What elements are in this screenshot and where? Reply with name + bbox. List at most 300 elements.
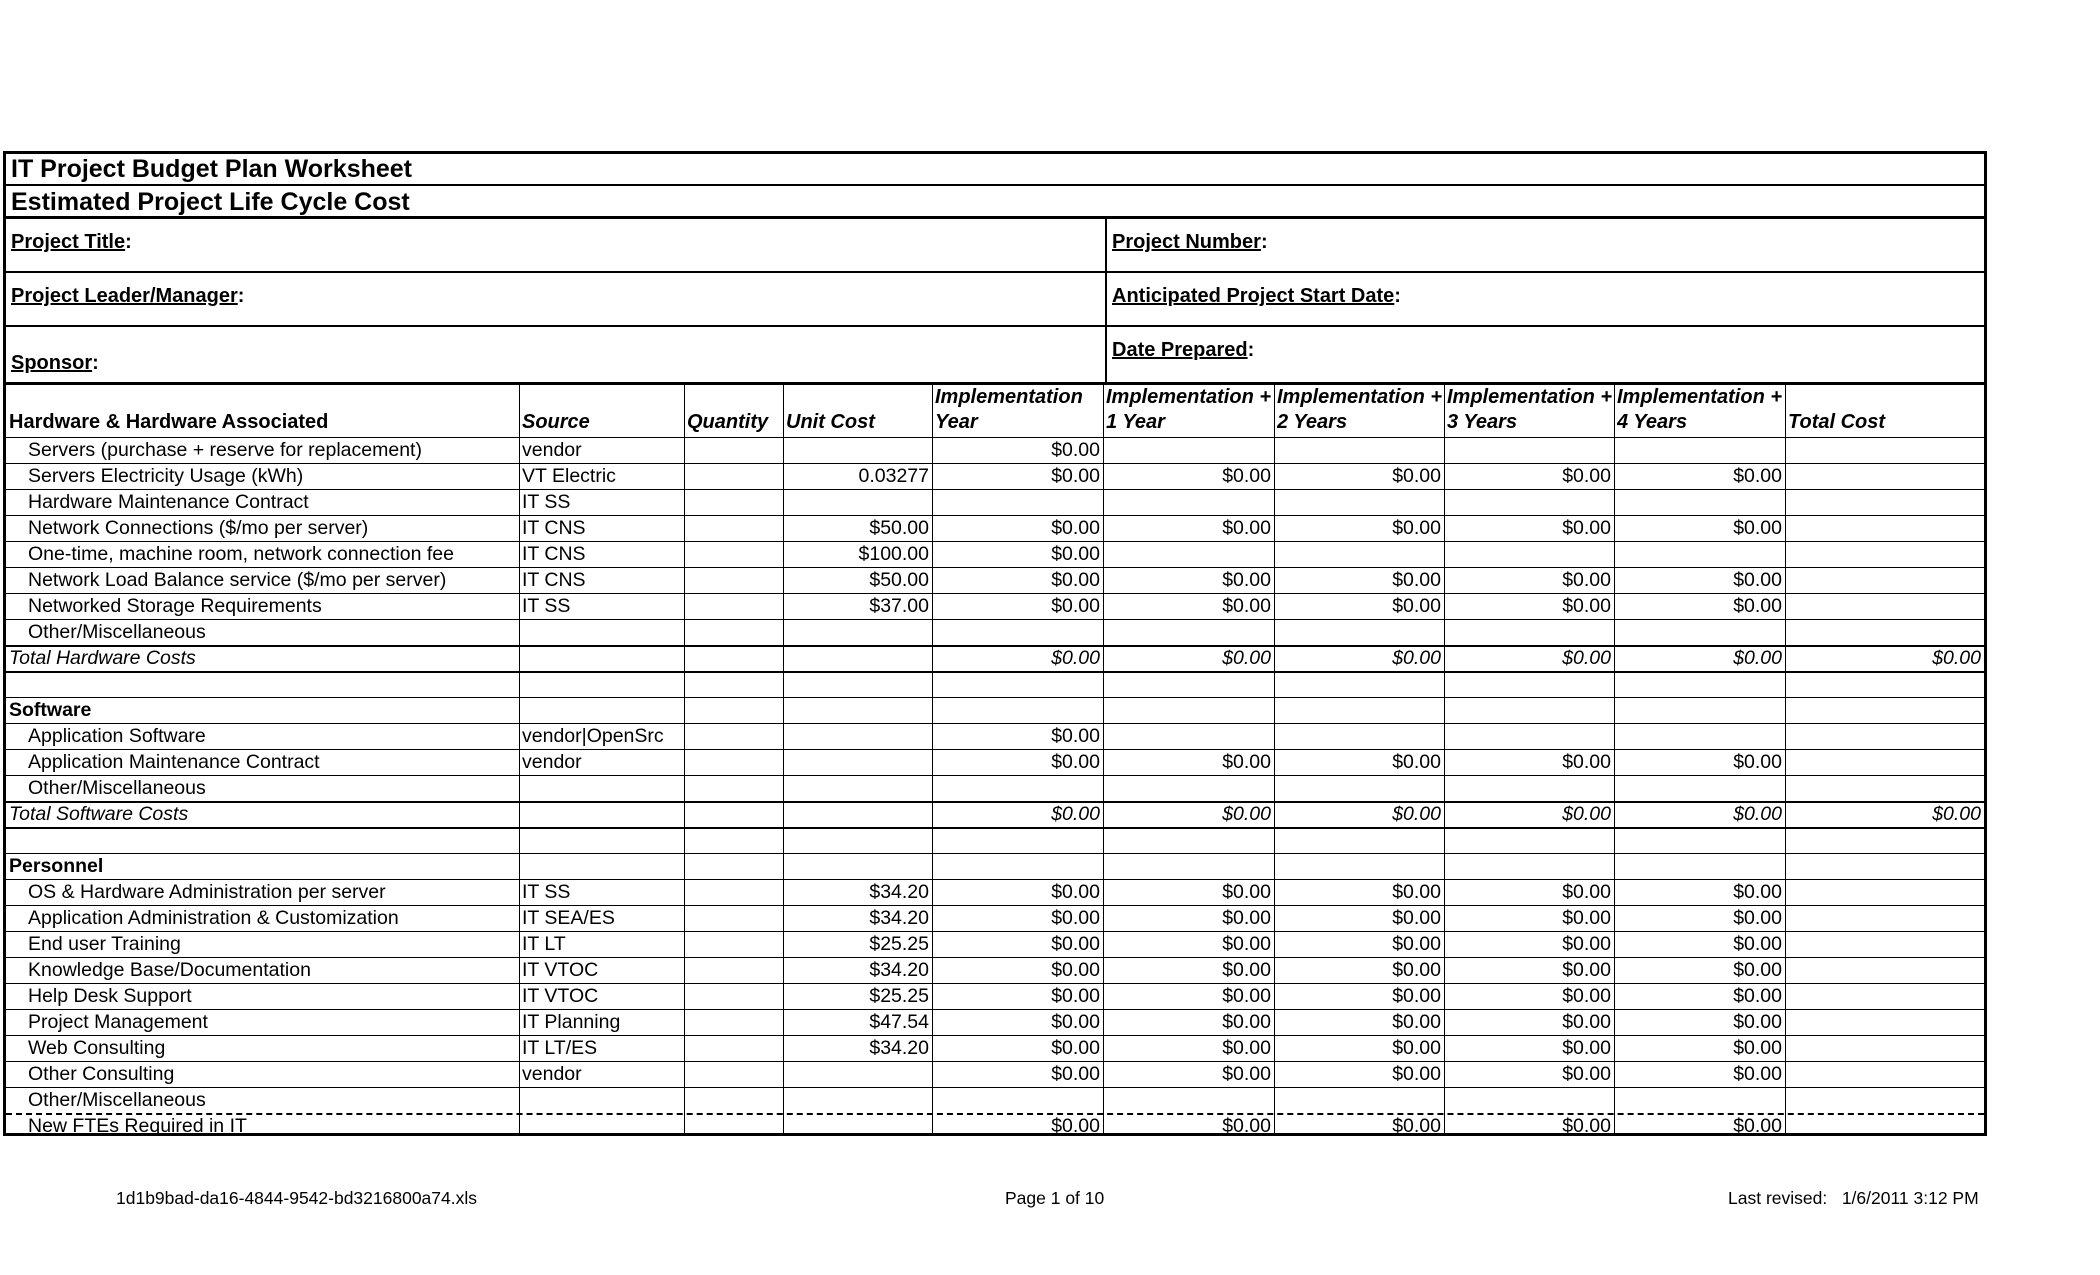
cell-source[interactable]: IT CNS xyxy=(522,569,586,591)
cell-impl-year[interactable]: $0.00 xyxy=(1051,569,1100,591)
cell-quantity[interactable] xyxy=(684,827,783,853)
cell-unit-cost[interactable]: $50.00 xyxy=(869,569,929,591)
cell-impl-y2[interactable] xyxy=(1274,619,1444,645)
cell-impl-y4[interactable]: $0.00 xyxy=(1733,1063,1782,1085)
cell-impl-y4[interactable]: $0.00 xyxy=(1733,1011,1782,1033)
cell-unit-cost[interactable] xyxy=(783,1087,932,1113)
cell-impl-y1[interactable]: $0.00 xyxy=(1222,647,1271,669)
cell-source[interactable]: IT SS xyxy=(522,491,571,513)
cell-impl-y4[interactable]: $0.00 xyxy=(1733,465,1782,487)
cell-unit-cost[interactable]: $100.00 xyxy=(858,543,929,565)
cell-total-cost[interactable] xyxy=(1785,567,1984,593)
cell-total-cost[interactable] xyxy=(1785,983,1984,1009)
cell-quantity[interactable] xyxy=(684,957,783,983)
header-unit-cost: Unit Cost xyxy=(786,411,875,433)
cell-impl-y3[interactable] xyxy=(1444,671,1614,697)
cell-impl-y3[interactable]: $0.00 xyxy=(1562,881,1611,903)
cell-impl-y4[interactable] xyxy=(1614,775,1785,801)
cell-item[interactable]: Other/Miscellaneous xyxy=(28,777,206,799)
cell-impl-y2[interactable]: $0.00 xyxy=(1392,647,1441,669)
cell-quantity[interactable] xyxy=(684,905,783,931)
cell-total-cost[interactable] xyxy=(1785,957,1984,983)
cell-quantity[interactable] xyxy=(684,593,783,619)
cell-impl-y4[interactable]: $0.00 xyxy=(1733,933,1782,955)
project-leader-field[interactable]: Project Leader/Manager: xyxy=(6,273,1107,325)
cell-impl-year[interactable] xyxy=(932,827,1103,853)
cell-unit-cost[interactable]: $34.20 xyxy=(869,907,929,929)
cell-impl-year[interactable]: $0.00 xyxy=(1051,465,1100,487)
cell-quantity[interactable] xyxy=(684,567,783,593)
cell-impl-year[interactable]: $0.00 xyxy=(1051,647,1100,669)
cell-source[interactable]: IT LT/ES xyxy=(522,1037,598,1059)
cell-item[interactable]: Network Connections ($/mo per server) xyxy=(28,517,369,539)
cell-impl-y3[interactable]: $0.00 xyxy=(1562,1115,1611,1137)
header-source: Source xyxy=(522,411,590,433)
cell-unit-cost[interactable]: $34.20 xyxy=(869,959,929,981)
cell-impl-year[interactable]: $0.00 xyxy=(1051,959,1100,981)
cell-impl-y4[interactable] xyxy=(1614,619,1785,645)
cell-impl-y1[interactable]: $0.00 xyxy=(1222,985,1271,1007)
cell-impl-y1[interactable] xyxy=(1103,723,1274,749)
cell-impl-year[interactable]: $0.00 xyxy=(1051,439,1100,461)
cell-impl-year[interactable]: $0.00 xyxy=(1051,1011,1100,1033)
cell-total-cost[interactable]: $0.00 xyxy=(1932,647,1981,669)
cell-unit-cost[interactable] xyxy=(783,437,932,463)
cell-total-cost[interactable] xyxy=(1785,1113,1984,1139)
cell-quantity[interactable] xyxy=(684,645,783,671)
cell-unit-cost[interactable] xyxy=(783,489,932,515)
cell-source[interactable]: vendor|OpenSrc xyxy=(522,725,664,747)
cell-item[interactable]: Knowledge Base/Documentation xyxy=(28,959,311,981)
cell-impl-y3[interactable] xyxy=(1444,489,1614,515)
cell-impl-y2[interactable]: $0.00 xyxy=(1392,751,1441,773)
cell-source[interactable] xyxy=(519,775,684,801)
cell-impl-y3[interactable]: $0.00 xyxy=(1562,1011,1611,1033)
cell-item[interactable] xyxy=(6,827,519,853)
cell-item[interactable]: One-time, machine room, network connection fee xyxy=(28,543,454,565)
cell-item[interactable]: Other/Miscellaneous xyxy=(28,621,206,643)
cell-item[interactable] xyxy=(6,671,519,697)
project-title-label: Project Title xyxy=(11,231,126,253)
cell-source[interactable]: IT SEA/ES xyxy=(522,907,615,929)
cell-impl-y2[interactable] xyxy=(1274,541,1444,567)
cell-impl-y1[interactable]: $0.00 xyxy=(1222,595,1271,617)
cell-source[interactable]: IT CNS xyxy=(522,543,586,565)
cell-impl-y4[interactable]: $0.00 xyxy=(1733,1115,1782,1137)
table-row xyxy=(6,541,1984,567)
cell-impl-y4[interactable] xyxy=(1614,541,1785,567)
cell-total-cost[interactable] xyxy=(1785,749,1984,775)
cell-item[interactable]: Software xyxy=(9,699,92,721)
cell-item[interactable]: Personnel xyxy=(9,855,104,877)
cell-quantity[interactable] xyxy=(684,515,783,541)
cell-item[interactable]: New FTEs Required in IT xyxy=(28,1115,247,1137)
cell-impl-y1[interactable]: $0.00 xyxy=(1222,933,1271,955)
cell-impl-y3[interactable] xyxy=(1444,853,1614,879)
cell-total-cost[interactable] xyxy=(1785,1035,1984,1061)
cell-impl-year[interactable]: $0.00 xyxy=(1051,751,1100,773)
header-impl-year: Implementation Year xyxy=(935,386,1083,433)
cell-impl-y1[interactable] xyxy=(1103,697,1274,723)
cell-source[interactable]: IT CNS xyxy=(522,517,586,539)
cell-unit-cost[interactable] xyxy=(783,671,932,697)
cell-source[interactable]: IT Planning xyxy=(522,1011,621,1033)
cell-impl-year[interactable]: $0.00 xyxy=(1051,1037,1100,1059)
cell-impl-y3[interactable] xyxy=(1444,437,1614,463)
cell-impl-y3[interactable]: $0.00 xyxy=(1562,907,1611,929)
cell-impl-y2[interactable] xyxy=(1274,671,1444,697)
worksheet-subtitle: Estimated Project Life Cycle Cost xyxy=(6,186,1984,219)
cell-total-cost[interactable] xyxy=(1785,463,1984,489)
cell-unit-cost[interactable]: $47.54 xyxy=(869,1011,929,1033)
cell-impl-y3[interactable]: $0.00 xyxy=(1562,465,1611,487)
cell-impl-y2[interactable] xyxy=(1274,853,1444,879)
cell-impl-y4[interactable] xyxy=(1614,1087,1785,1113)
table-row xyxy=(6,593,1984,619)
cell-source[interactable] xyxy=(519,671,684,697)
cell-impl-y3[interactable] xyxy=(1444,1087,1614,1113)
cell-impl-y2[interactable]: $0.00 xyxy=(1392,933,1441,955)
cell-quantity[interactable] xyxy=(684,931,783,957)
cell-impl-year[interactable]: $0.00 xyxy=(1051,803,1100,825)
cell-impl-y2[interactable]: $0.00 xyxy=(1392,907,1441,929)
cell-total-cost[interactable] xyxy=(1785,723,1984,749)
cell-impl-y1[interactable]: $0.00 xyxy=(1222,1063,1271,1085)
cell-item[interactable]: End user Training xyxy=(28,933,181,955)
cell-impl-y4[interactable] xyxy=(1614,671,1785,697)
cell-impl-y2[interactable]: $0.00 xyxy=(1392,1011,1441,1033)
cell-impl-y4[interactable] xyxy=(1614,697,1785,723)
cell-impl-y3[interactable]: $0.00 xyxy=(1562,933,1611,955)
cell-impl-y4[interactable]: $0.00 xyxy=(1733,959,1782,981)
cell-source[interactable]: IT SS xyxy=(522,595,571,617)
cell-quantity[interactable] xyxy=(684,1035,783,1061)
cell-source[interactable] xyxy=(519,697,684,723)
cell-impl-y3[interactable]: $0.00 xyxy=(1562,517,1611,539)
cell-impl-y1[interactable] xyxy=(1103,775,1274,801)
cell-total-cost[interactable] xyxy=(1785,879,1984,905)
cell-total-cost[interactable] xyxy=(1785,775,1984,801)
cell-impl-year[interactable]: $0.00 xyxy=(1051,543,1100,565)
cell-impl-y4[interactable]: $0.00 xyxy=(1733,569,1782,591)
cell-impl-y2[interactable] xyxy=(1274,1087,1444,1113)
cell-quantity[interactable] xyxy=(684,1113,783,1139)
cell-unit-cost[interactable]: 0.03277 xyxy=(858,465,929,487)
cell-impl-year[interactable]: $0.00 xyxy=(1051,1115,1100,1137)
cell-unit-cost[interactable] xyxy=(783,827,932,853)
cell-item[interactable]: Other Consulting xyxy=(28,1063,175,1085)
cell-unit-cost[interactable]: $25.25 xyxy=(869,933,929,955)
cell-quantity[interactable] xyxy=(684,749,783,775)
cell-source[interactable] xyxy=(519,1113,684,1139)
cell-impl-y3[interactable]: $0.00 xyxy=(1562,1037,1611,1059)
cell-item[interactable]: Project Management xyxy=(28,1011,208,1033)
cell-impl-y3[interactable]: $0.00 xyxy=(1562,595,1611,617)
cell-item[interactable]: Servers Electricity Usage (kWh) xyxy=(28,465,304,487)
cell-impl-y2[interactable]: $0.00 xyxy=(1392,595,1441,617)
cell-unit-cost[interactable] xyxy=(783,775,932,801)
cell-impl-y3[interactable] xyxy=(1444,697,1614,723)
cell-impl-y1[interactable]: $0.00 xyxy=(1222,907,1271,929)
cell-impl-y4[interactable] xyxy=(1614,827,1785,853)
cell-impl-y1[interactable] xyxy=(1103,671,1274,697)
cell-source[interactable]: IT SS xyxy=(522,881,571,903)
cell-item[interactable]: Application Administration & Customization xyxy=(28,907,399,929)
cell-item[interactable]: Application Software xyxy=(28,725,206,747)
cell-impl-y2[interactable] xyxy=(1274,775,1444,801)
cell-impl-year[interactable]: $0.00 xyxy=(1051,907,1100,929)
cell-quantity[interactable] xyxy=(684,879,783,905)
cell-unit-cost[interactable]: $50.00 xyxy=(869,517,929,539)
cell-impl-y1[interactable]: $0.00 xyxy=(1222,751,1271,773)
cell-impl-y2[interactable]: $0.00 xyxy=(1392,1115,1441,1137)
cell-impl-y3[interactable]: $0.00 xyxy=(1562,647,1611,669)
cell-unit-cost[interactable] xyxy=(783,645,932,671)
cell-impl-y1[interactable] xyxy=(1103,1087,1274,1113)
cell-impl-y4[interactable] xyxy=(1614,489,1785,515)
cell-source[interactable] xyxy=(519,801,684,827)
cell-impl-y2[interactable] xyxy=(1274,827,1444,853)
cell-impl-y2[interactable]: $0.00 xyxy=(1392,803,1441,825)
cell-impl-y1[interactable]: $0.00 xyxy=(1222,1115,1271,1137)
cell-impl-y1[interactable]: $0.00 xyxy=(1222,517,1271,539)
cell-impl-year[interactable] xyxy=(932,671,1103,697)
cell-impl-y2[interactable]: $0.00 xyxy=(1392,569,1441,591)
table-row xyxy=(6,1035,1984,1061)
cell-item[interactable]: Other/Miscellaneous xyxy=(28,1089,206,1111)
cell-item[interactable]: Networked Storage Requirements xyxy=(28,595,322,617)
sponsor-label: Sponsor xyxy=(11,352,93,374)
project-number-field[interactable]: Project Number: xyxy=(1112,231,1268,253)
cell-impl-y3[interactable] xyxy=(1444,827,1614,853)
cell-quantity[interactable] xyxy=(684,671,783,697)
cell-total-cost[interactable] xyxy=(1785,853,1984,879)
cell-item[interactable]: OS & Hardware Administration per server xyxy=(28,881,386,903)
cell-impl-y3[interactable]: $0.00 xyxy=(1562,569,1611,591)
cell-impl-y2[interactable]: $0.00 xyxy=(1392,985,1441,1007)
info-row-leader xyxy=(6,273,1984,327)
cell-total-cost[interactable] xyxy=(1785,489,1984,515)
cell-total-cost[interactable] xyxy=(1785,671,1984,697)
project-title-field[interactable]: Project Title: xyxy=(6,219,1107,271)
cell-item[interactable]: Network Load Balance service ($/mo per server) xyxy=(28,569,447,591)
cell-source[interactable]: IT VTOC xyxy=(522,959,599,981)
cell-impl-year[interactable] xyxy=(932,619,1103,645)
header-impl-y1: Implementation + 1 Year xyxy=(1106,386,1272,433)
cell-impl-year[interactable] xyxy=(932,489,1103,515)
cell-impl-y4[interactable]: $0.00 xyxy=(1733,647,1782,669)
cell-quantity[interactable] xyxy=(684,463,783,489)
cell-impl-y2[interactable] xyxy=(1274,723,1444,749)
cell-quantity[interactable] xyxy=(684,489,783,515)
cell-impl-y2[interactable]: $0.00 xyxy=(1392,465,1441,487)
cell-total-cost[interactable] xyxy=(1785,541,1984,567)
cell-impl-y4[interactable]: $0.00 xyxy=(1733,595,1782,617)
cell-impl-y1[interactable]: $0.00 xyxy=(1222,1011,1271,1033)
cell-impl-y2[interactable] xyxy=(1274,697,1444,723)
cell-source[interactable]: vendor xyxy=(522,439,582,461)
cell-impl-year[interactable]: $0.00 xyxy=(1051,933,1100,955)
footer-revised xyxy=(1728,1188,1979,1209)
cell-impl-y4[interactable]: $0.00 xyxy=(1733,517,1782,539)
footer-revised-value: 1/6/2011 3:12 PM xyxy=(1841,1188,1979,1208)
cell-impl-y4[interactable] xyxy=(1614,437,1785,463)
cell-quantity[interactable] xyxy=(684,437,783,463)
cell-unit-cost[interactable] xyxy=(783,723,932,749)
table-row xyxy=(6,905,1984,931)
cell-impl-y3[interactable]: $0.00 xyxy=(1562,1063,1611,1085)
cell-source[interactable] xyxy=(519,1087,684,1113)
cell-impl-y4[interactable]: $0.00 xyxy=(1733,907,1782,929)
table-row xyxy=(6,1009,1984,1035)
cell-impl-year[interactable]: $0.00 xyxy=(1051,595,1100,617)
cell-source[interactable]: vendor xyxy=(522,1063,582,1085)
cell-impl-y1[interactable] xyxy=(1103,541,1274,567)
cell-total-cost[interactable] xyxy=(1785,593,1984,619)
cell-impl-y1[interactable]: $0.00 xyxy=(1222,803,1271,825)
cell-quantity[interactable] xyxy=(684,723,783,749)
cell-impl-y4[interactable]: $0.00 xyxy=(1733,985,1782,1007)
start-date-label: Anticipated Project Start Date xyxy=(1112,285,1395,307)
cell-total-cost[interactable] xyxy=(1785,1061,1984,1087)
cell-total-cost[interactable] xyxy=(1785,931,1984,957)
cell-item[interactable]: Web Consulting xyxy=(28,1037,166,1059)
cell-impl-y3[interactable]: $0.00 xyxy=(1562,751,1611,773)
cell-source[interactable] xyxy=(519,827,684,853)
cell-item[interactable]: Application Maintenance Contract xyxy=(28,751,320,773)
cell-unit-cost[interactable] xyxy=(783,749,932,775)
cost-table xyxy=(6,385,1984,1137)
cell-impl-y4[interactable] xyxy=(1614,853,1785,879)
cell-quantity[interactable] xyxy=(684,983,783,1009)
cell-impl-y4[interactable]: $0.00 xyxy=(1733,803,1782,825)
total-row xyxy=(6,645,1984,671)
cell-item[interactable]: Servers (purchase + reserve for replacement) xyxy=(28,439,422,461)
cell-impl-y2[interactable] xyxy=(1274,489,1444,515)
cell-item[interactable]: Help Desk Support xyxy=(28,985,192,1007)
cell-total-cost[interactable]: $0.00 xyxy=(1932,803,1981,825)
cell-impl-y2[interactable]: $0.00 xyxy=(1392,517,1441,539)
cell-total-cost[interactable] xyxy=(1785,827,1984,853)
cell-unit-cost[interactable] xyxy=(783,1061,932,1087)
cell-source[interactable] xyxy=(519,853,684,879)
cell-unit-cost[interactable]: $37.00 xyxy=(869,595,929,617)
cell-quantity[interactable] xyxy=(684,853,783,879)
cell-quantity[interactable] xyxy=(684,801,783,827)
cell-total-cost[interactable] xyxy=(1785,437,1984,463)
cell-total-cost[interactable] xyxy=(1785,905,1984,931)
budget-worksheet xyxy=(3,151,1987,1136)
cell-total-cost[interactable] xyxy=(1785,1009,1984,1035)
cell-impl-y4[interactable]: $0.00 xyxy=(1733,751,1782,773)
cell-unit-cost[interactable]: $25.25 xyxy=(869,985,929,1007)
cell-impl-y3[interactable] xyxy=(1444,541,1614,567)
cell-source[interactable]: vendor xyxy=(522,751,582,773)
cell-unit-cost[interactable] xyxy=(783,853,932,879)
cell-impl-y1[interactable]: $0.00 xyxy=(1222,881,1271,903)
cell-total-cost[interactable] xyxy=(1785,619,1984,645)
cell-impl-year[interactable]: $0.00 xyxy=(1051,517,1100,539)
cell-impl-y1[interactable]: $0.00 xyxy=(1222,569,1271,591)
date-prepared-field[interactable]: Date Prepared: xyxy=(1112,339,1255,361)
cell-total-cost[interactable] xyxy=(1785,515,1984,541)
cell-impl-year[interactable] xyxy=(932,1087,1103,1113)
cell-total-cost[interactable] xyxy=(1785,697,1984,723)
cell-impl-y2[interactable]: $0.00 xyxy=(1392,959,1441,981)
cell-source[interactable]: IT LT xyxy=(522,933,566,955)
cell-total-cost[interactable] xyxy=(1785,1087,1984,1113)
cell-quantity[interactable] xyxy=(684,775,783,801)
cell-impl-y3[interactable] xyxy=(1444,723,1614,749)
cell-impl-y1[interactable]: $0.00 xyxy=(1222,1037,1271,1059)
cell-source[interactable] xyxy=(519,619,684,645)
cell-quantity[interactable] xyxy=(684,1087,783,1113)
cell-source[interactable] xyxy=(519,645,684,671)
sponsor-field[interactable]: Sponsor: xyxy=(6,327,1107,382)
cell-impl-year[interactable]: $0.00 xyxy=(1051,1063,1100,1085)
cell-impl-y1[interactable] xyxy=(1103,489,1274,515)
cell-impl-year[interactable] xyxy=(932,853,1103,879)
cell-impl-year[interactable]: $0.00 xyxy=(1051,985,1100,1007)
cell-impl-y3[interactable] xyxy=(1444,775,1614,801)
cell-impl-y1[interactable]: $0.00 xyxy=(1222,465,1271,487)
cell-quantity[interactable] xyxy=(684,1009,783,1035)
cell-impl-year[interactable] xyxy=(932,697,1103,723)
cell-impl-y1[interactable] xyxy=(1103,827,1274,853)
cell-impl-y3[interactable]: $0.00 xyxy=(1562,985,1611,1007)
cell-unit-cost[interactable] xyxy=(783,1113,932,1139)
cell-impl-y3[interactable]: $0.00 xyxy=(1562,959,1611,981)
cell-impl-y3[interactable]: $0.00 xyxy=(1562,803,1611,825)
table-row xyxy=(6,1113,1984,1139)
cell-quantity[interactable] xyxy=(684,697,783,723)
cell-impl-y1[interactable] xyxy=(1103,437,1274,463)
cell-item[interactable]: Hardware Maintenance Contract xyxy=(28,491,309,513)
cell-impl-year[interactable] xyxy=(932,775,1103,801)
cell-unit-cost[interactable] xyxy=(783,697,932,723)
cell-impl-y3[interactable] xyxy=(1444,619,1614,645)
cell-impl-y2[interactable]: $0.00 xyxy=(1392,881,1441,903)
cell-quantity[interactable] xyxy=(684,1061,783,1087)
cell-impl-y1[interactable]: $0.00 xyxy=(1222,959,1271,981)
table-row xyxy=(6,879,1984,905)
cell-impl-y2[interactable]: $0.00 xyxy=(1392,1037,1441,1059)
cell-item[interactable]: Total Hardware Costs xyxy=(9,647,196,669)
cell-impl-y1[interactable] xyxy=(1103,619,1274,645)
table-row xyxy=(6,1087,1984,1113)
cell-quantity[interactable] xyxy=(684,541,783,567)
cell-item[interactable]: Total Software Costs xyxy=(9,803,189,825)
cell-unit-cost[interactable] xyxy=(783,619,932,645)
header-item: Hardware & Hardware Associated xyxy=(9,411,329,433)
cell-impl-y1[interactable] xyxy=(1103,853,1274,879)
start-date-field[interactable]: Anticipated Project Start Date: xyxy=(1112,285,1401,307)
cell-source[interactable]: VT Electric xyxy=(522,465,616,487)
cell-unit-cost[interactable] xyxy=(783,801,932,827)
cell-impl-y4[interactable]: $0.00 xyxy=(1733,1037,1782,1059)
cell-unit-cost[interactable]: $34.20 xyxy=(869,881,929,903)
cell-impl-year[interactable]: $0.00 xyxy=(1051,881,1100,903)
cell-impl-y4[interactable]: $0.00 xyxy=(1733,881,1782,903)
cell-impl-year[interactable]: $0.00 xyxy=(1051,725,1100,747)
cell-impl-y4[interactable] xyxy=(1614,723,1785,749)
table-row xyxy=(6,957,1984,983)
cell-quantity[interactable] xyxy=(684,619,783,645)
cell-impl-y2[interactable]: $0.00 xyxy=(1392,1063,1441,1085)
cell-impl-y2[interactable] xyxy=(1274,437,1444,463)
cell-unit-cost[interactable]: $34.20 xyxy=(869,1037,929,1059)
cell-source[interactable]: IT VTOC xyxy=(522,985,599,1007)
